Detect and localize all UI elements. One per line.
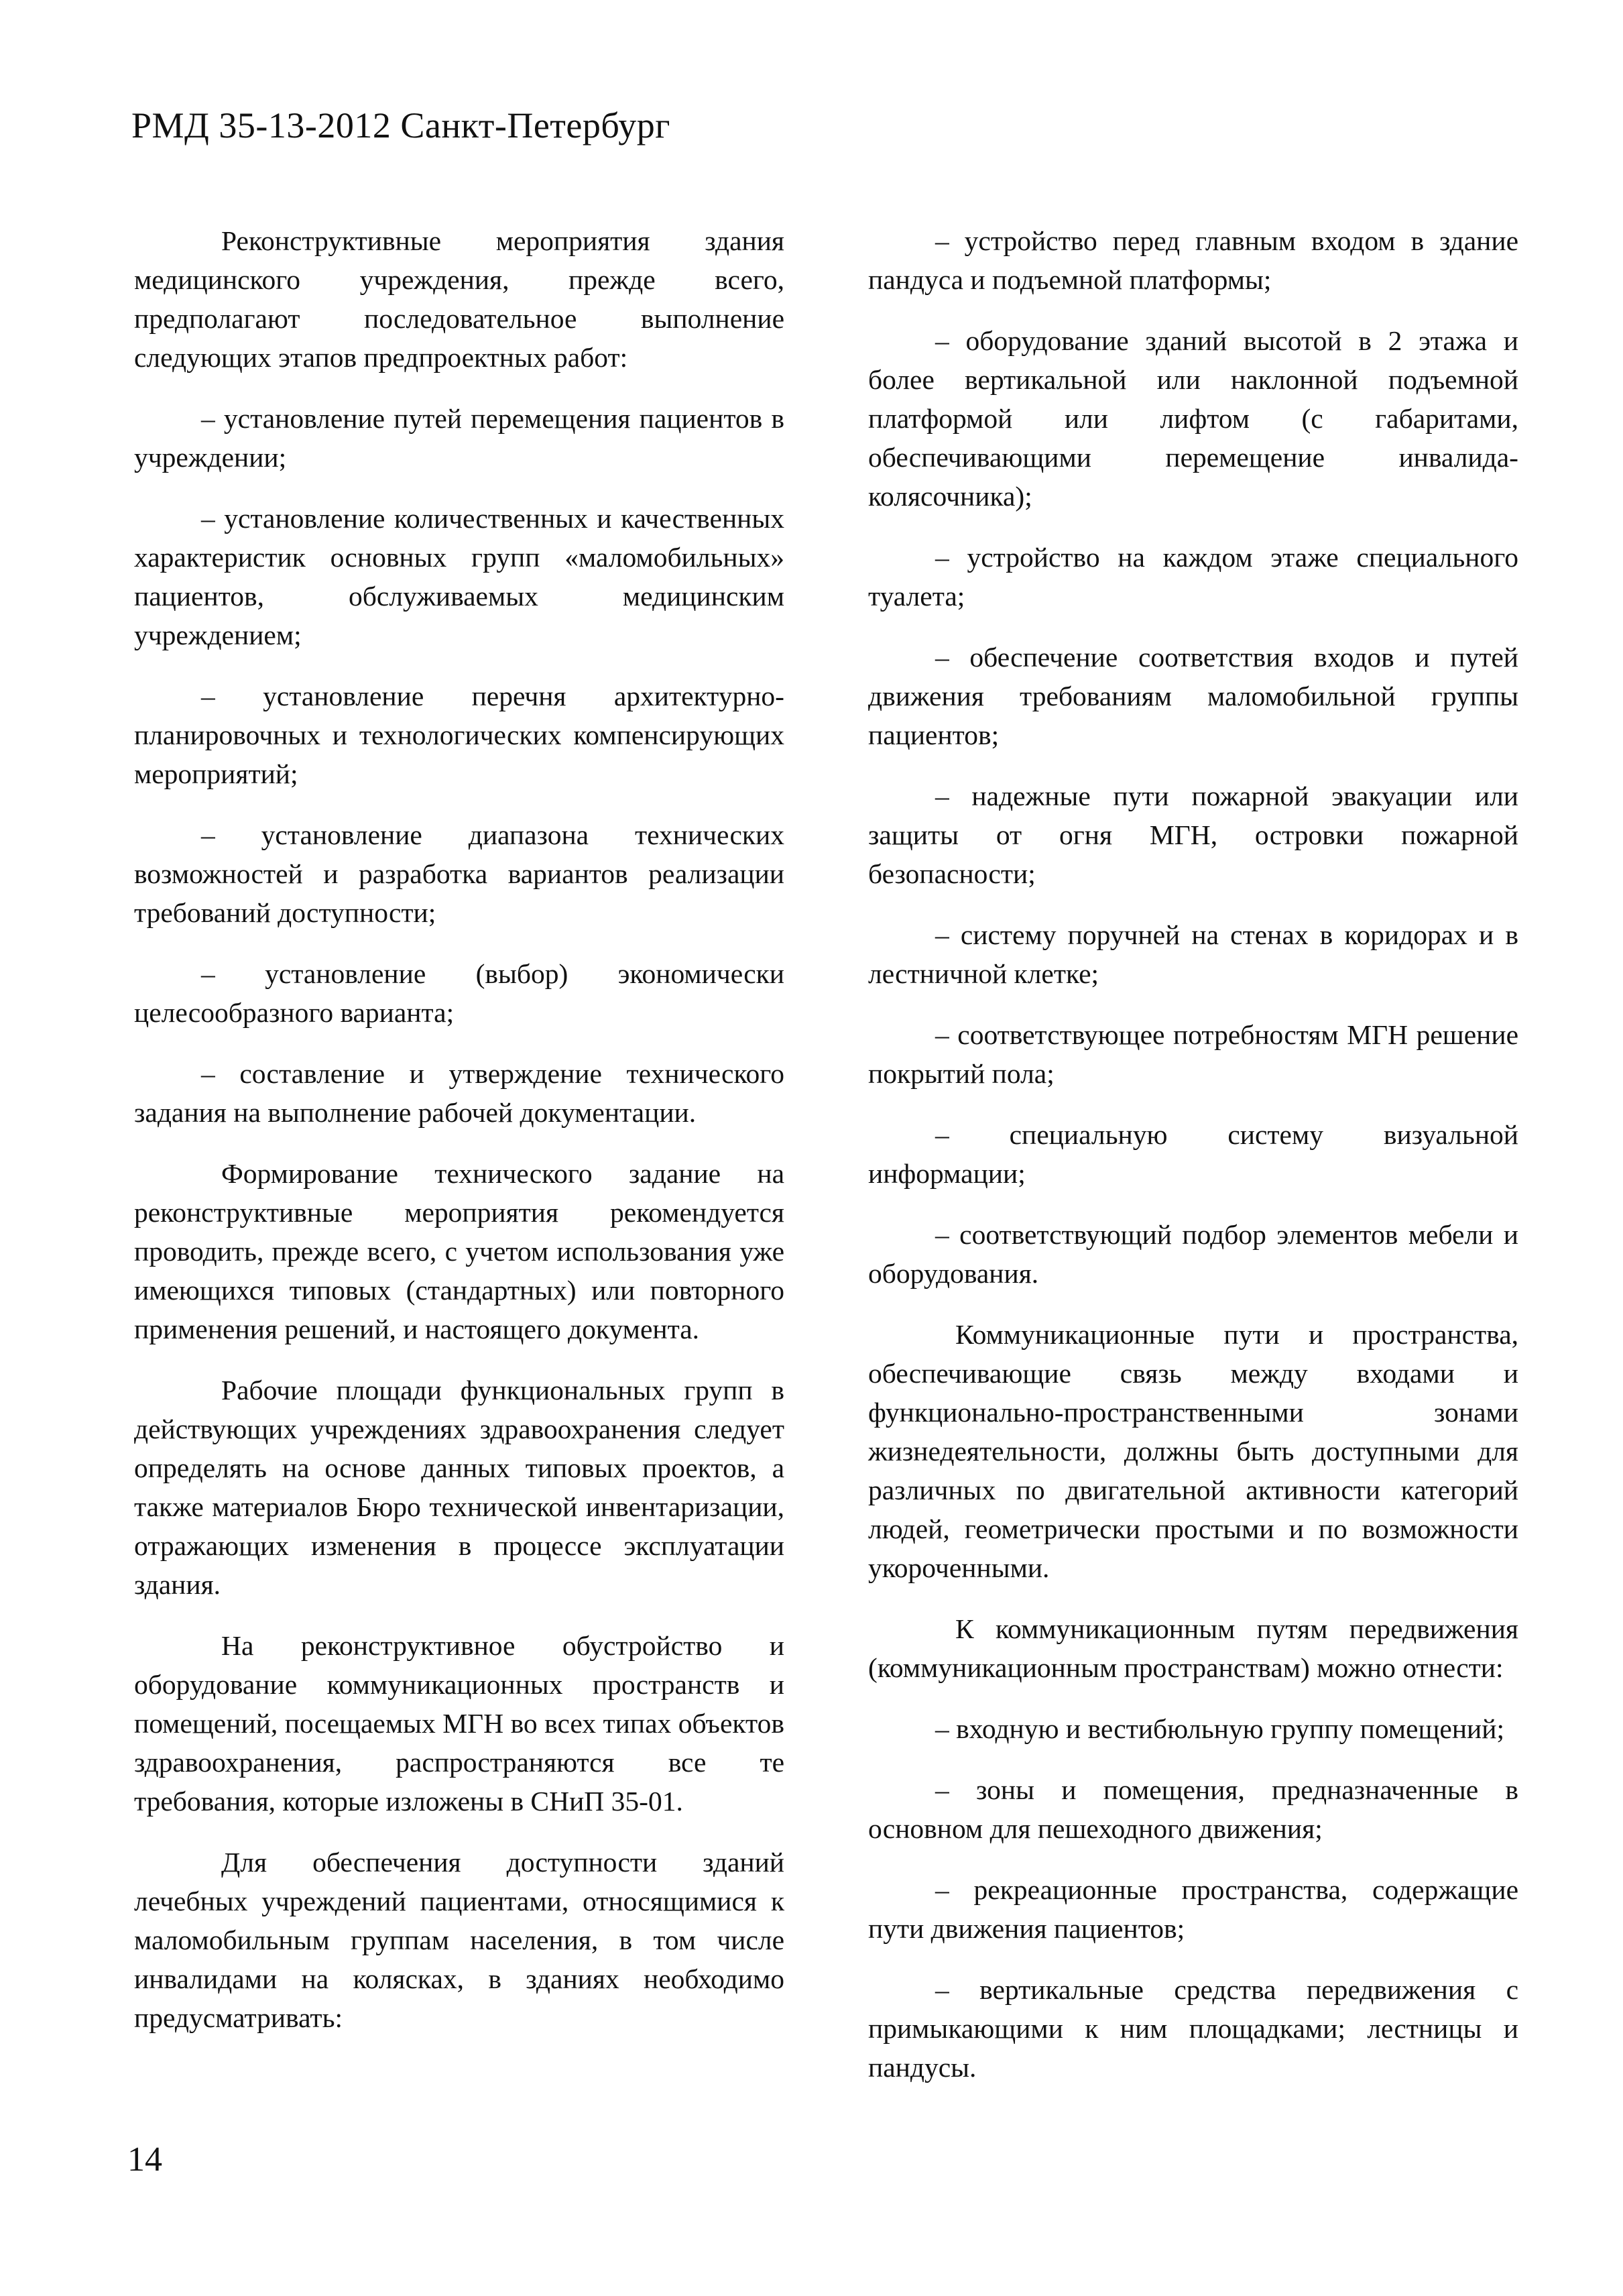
paragraph: Коммуникационные пути и пространства, обеспечивающие связь между входами и функционально-пространственными зонами жизнедеятельности, должны быть доступными для различных по двигательной активности категорий людей, геометрически простыми и по возможности укороченными. xyxy=(868,1319,1518,1583)
list-item: – соответствующее потребностям МГН решение покрытий пола; xyxy=(868,1019,1518,1089)
running-header: РМД 35-13-2012 Санкт-Петербург xyxy=(131,105,670,146)
list-item: – установление (выбор) экономически целесообразного варианта; xyxy=(134,958,784,1028)
list-item: – соответствующий подбор элементов мебели и оборудования. xyxy=(868,1219,1518,1289)
list-item: – составление и утверждение технического задания на выполнение рабочей документации. xyxy=(134,1058,784,1128)
left-column xyxy=(134,221,784,2059)
list-item: – систему поручней на стенах в коридорах и в лестничной клетке; xyxy=(868,919,1518,989)
list-item: – надежные пути пожарной эвакуации или защиты от огня МГН, островки пожарной безопасности; xyxy=(868,781,1518,889)
paragraph: Реконструктивные мероприятия здания медицинского учреждения, прежде всего, предполагают последовательное выполнение следующих этапов предпроектных работ: xyxy=(134,225,784,373)
list-item: – устройство перед главным входом в здание пандуса и подъемной платформы; xyxy=(868,225,1518,295)
page-number: 14 xyxy=(127,2140,162,2179)
list-item: – вертикальные средства передвижения с примыкающими к ним площадками; лестницы и пандусы. xyxy=(868,1974,1518,2083)
list-item: – оборудование зданий высотой в 2 этажа и более вертикальной или наклонной подъемной платформой или лифтом (с габаритами, обеспечивающими перемещение инвалида-колясочника); xyxy=(868,325,1518,512)
paragraph: Рабочие площади функциональных групп в действующих учреждениях здравоохранения следует определять на основе данных типовых проектов, а также материалов Бюро технической инвентаризации, отражающих изменения в процессе эксплуатации здания. xyxy=(134,1375,784,1600)
paragraph: На реконструктивное обустройство и оборудование коммуникационных пространств и помещений, посещаемых МГН во всех типах объектов здравоохранения, распространяются все те требования, которые изложены в СНиП 35-01. xyxy=(134,1630,784,1817)
list-item: – рекреационные пространства, содержащие пути движения пациентов; xyxy=(868,1874,1518,1944)
paragraph: Для обеспечения доступности зданий лечебных учреждений пациентами, относящимися к маломобильным группам населения, в том числе инвалидами на колясках, в зданиях необходимо предусматривать: xyxy=(134,1847,784,2033)
list-item: – установление перечня архитектурно-планировочных и технологических компенсирующих мероприятий; xyxy=(134,681,784,789)
list-item: – установление диапазона технических возможностей и разработка вариантов реализации требований доступности; xyxy=(134,819,784,928)
paragraph: Формирование технического задание на реконструктивные мероприятия рекомендуется проводить, прежде всего, с учетом использования уже имеющихся типовых (стандартных) или повторного применения решений, и настоящего документа. xyxy=(134,1158,784,1344)
list-item: – устройство на каждом этаже специального туалета; xyxy=(868,542,1518,612)
list-item: – обеспечение соответствия входов и путей движения требованиям маломобильной группы пациентов; xyxy=(868,642,1518,750)
paragraph: К коммуникационным путям передвижения (коммуникационным пространствам) можно отнести: xyxy=(868,1613,1518,1683)
list-item: – входную и вестибюльную группу помещений; xyxy=(935,1713,1505,1744)
right-column xyxy=(868,221,1518,2109)
list-item: – зоны и помещения, предназначенные в основном для пешеходного движения; xyxy=(868,1774,1518,1844)
list-item: – установление путей перемещения пациентов в учреждении; xyxy=(134,403,784,473)
list-item: – специальную систему визуальной информации; xyxy=(868,1119,1518,1189)
list-item: – установление количественных и качественных характеристик основных групп «маломобильных» пациентов, обслуживаемых медицинским учреждением; xyxy=(134,503,784,650)
